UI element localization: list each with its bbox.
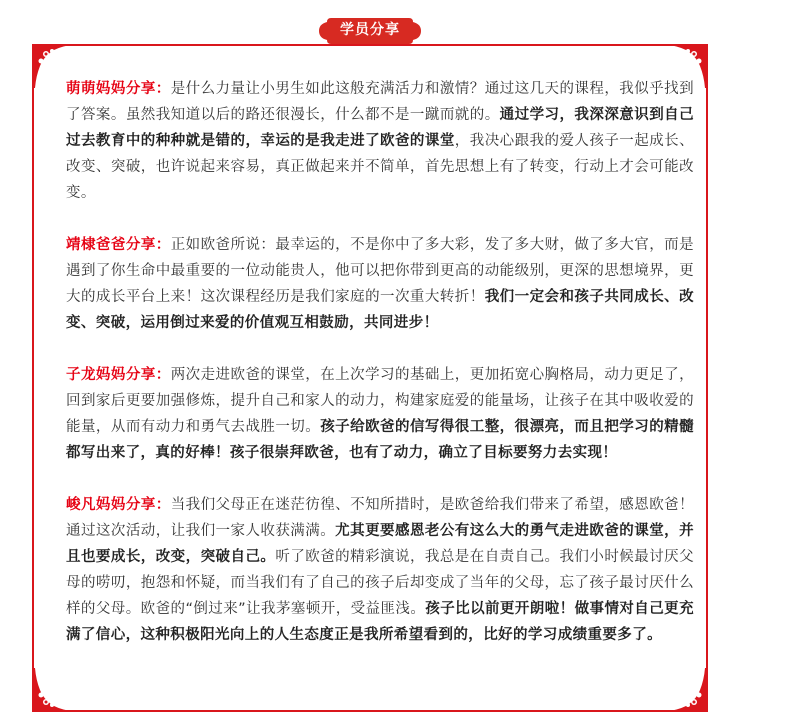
testimonial-text: 正如欧爸所说：最幸运的，不是你中了多大彩，发了多大财，做了多大官，而是遇到了你生命中最重要的一位动能贵人，他可以把你带到更高的动能级别，更深的思想境界，更大的成长平台上来！这次课程经历是我们家庭的一次重大转折！: [66, 237, 694, 305]
testimonial-mengmeng-mom: [66, 76, 694, 206]
cloud-corner-ornament-icon: [32, 668, 76, 712]
testimonial-zilong-mom: [66, 362, 694, 466]
testimonial-highlight: 孩子比以前更开朗啦！做事情对自己更充满了信心，这种积极阳光向上的人生态度正是我所希望看到的，比好的学习成绩重要多了。: [66, 601, 694, 643]
testimonial-text: 是什么力量让小男生如此这般充满活力和激情？通过这几天的课程，我似乎找到了答案。虽然我知道以后的路还很漫长，什么都不是一蹴而就的。: [66, 81, 694, 123]
speaker-name: 靖棣爸爸分享：: [66, 237, 171, 253]
testimonial-text: ，我决心跟我的爱人孩子一起成长、改变、突破，也许说起来容易，真正做起来并不简单，首先思想上有了转变，行动上才会可能改变。: [66, 133, 694, 201]
testimonial-highlight: 我们一定会和孩子共同成长、改变、突破，运用倒过来爱的价值观互相鼓励，共同进步！: [66, 289, 694, 331]
testimonial-text: 当我们父母正在迷茫彷徨、不知所措时，是欧爸给我们带来了希望，感恩欧爸！通过这次活动，让我们一家人收获满满。: [66, 497, 694, 539]
testimonial-junfan-mom: [66, 492, 694, 648]
cloud-corner-ornament-icon: [664, 668, 708, 712]
testimonial-highlight: 通过学习，我深深意识到自己过去教育中的种种就是错的，幸运的是我走进了欧爸的课堂: [66, 107, 694, 149]
section-title: 学员分享: [340, 22, 400, 38]
section-title-badge: [317, 16, 423, 46]
speaker-name: 峻凡妈妈分享：: [66, 497, 171, 513]
speaker-name: 子龙妈妈分享：: [66, 367, 171, 383]
testimonial-jingdi-dad: [66, 232, 694, 336]
testimonial-highlight: 孩子给欧爸的信写得很工整，很漂亮，而且把学习的精髓都写出来了，真的好棒！孩子很崇拜欧爸，也有了动力，确立了目标要努力去实现！: [66, 419, 694, 461]
testimonial-highlight: 尤其更要感恩老公有这么大的勇气走进欧爸的课堂，并且也要成长，改变，突破自己。: [66, 523, 694, 565]
testimonial-text: 两次走进欧爸的课堂，在上次学习的基础上，更加拓宽心胸格局，动力更足了，回到家后更要加强修炼，提升自己和家人的动力，构建家庭爱的能量场，让孩子在其中吸收爱的能量，从而有动力和勇气去战胜一切。: [66, 367, 694, 435]
testimonials: [66, 76, 694, 674]
speaker-name: 萌萌妈妈分享：: [66, 81, 171, 97]
testimonial-text: 听了欧爸的精彩演说，我总是在自责自己。我们小时候最讨厌父母的唠叨，抱怨和怀疑，而当我们有了自己的孩子后却变成了当年的父母，忘了孩子最讨厌什么样的父母。欧爸的“倒过来”让我茅塞顿开，受益匪浅。: [66, 549, 694, 617]
